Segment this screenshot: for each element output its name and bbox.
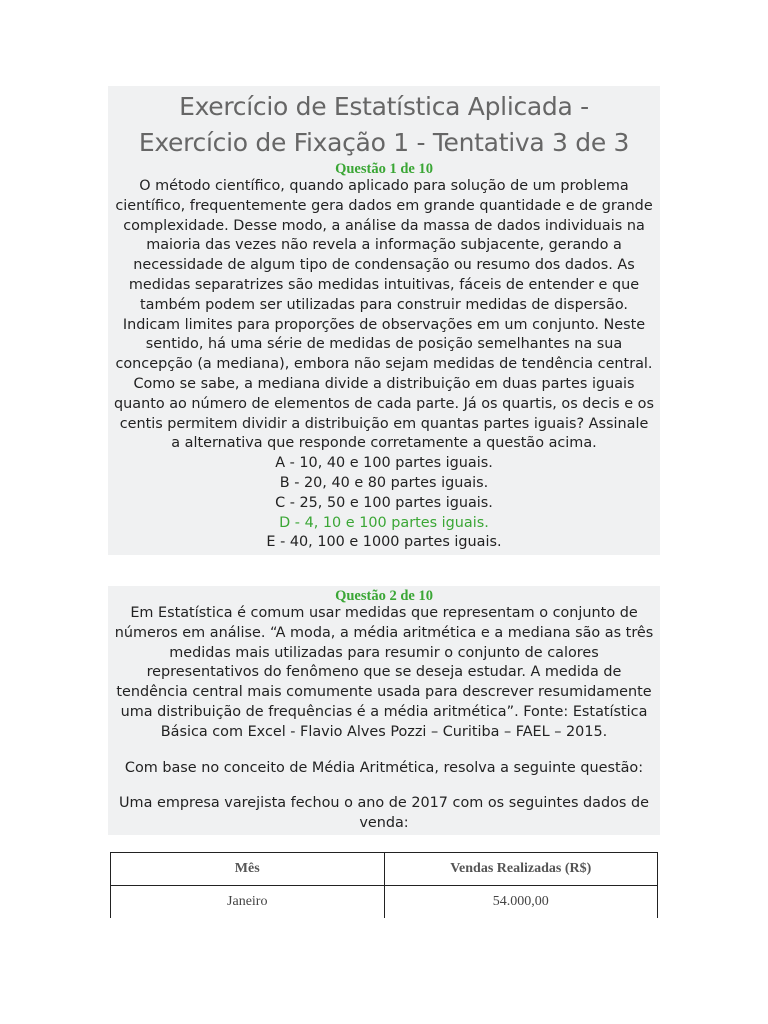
table-header-row <box>111 853 658 886</box>
option-d-correct: D - 4, 10 e 100 partes iguais. <box>279 514 489 531</box>
question-2-instruction: Com base no conceito de Média Aritmética, resolva a seguinte questão: <box>124 759 644 776</box>
option-a: A - 10, 40 e 100 partes iguais. <box>275 455 493 472</box>
question-2-text: Em Estatística é comum usar medidas que representam o conjunto de números em análise. “A moda, a média aritmética e a mediana são as três medidas mais utilizadas para resumir o conjunto de calores representativos do fenômeno que se deseja estudar. A medida de tendência central mais comumente usada para descrever resumidamente uma distribuição de frequências é a média aritmética”. Fonte: Estatística Básica com Excel - Flavio Alves Pozzi – Curitiba – FAEL – 2015. <box>114 605 654 740</box>
title-line-1: Exercício de Estatística Aplicada - <box>179 92 589 121</box>
option-b: B - 20, 40 e 80 partes iguais. <box>279 474 489 491</box>
option-e: E - 40, 100 e 1000 partes iguais. <box>266 534 502 551</box>
title-line-2: Exercício de Fixação 1 - Tentativa 3 de 3 <box>138 128 630 157</box>
question-1-text: O método científico, quando aplicado para solução de um problema científico, frequentemente gera dados em grande quantidade e de grande complexidade. Desse modo, a análise da massa de dados individuais na maioria das vezes não revela a informação subjacente, gerando a necessidade de algum tipo de condensação ou resumo dos dados. As medidas separatrizes são medidas intuitivas, fáceis de entender e que também podem ser utilizadas para construir medidas de dispersão. Indicam limites para proporções de observações em um conjunto. Neste sentido, há uma série de medidas de posição semelhantes na sua concepção (a mediana), embora não sejam medidas de tendência central. Como se sabe, a mediana divide a distribuição em duas partes iguais quanto ao número de elementos de cada parte. Já os quartis, os decis e os centis permitem dividir a distribuição em quantas partes iguais? Assinale a alternativa que responde corretamente a questão acima. <box>114 178 654 452</box>
question-2-card <box>108 586 660 835</box>
question-2-label: Questão 2 de 10 <box>335 588 433 604</box>
page-title <box>108 86 660 161</box>
question-1-label: Questão 1 de 10 <box>335 161 433 177</box>
cell-month: Janeiro <box>111 886 385 919</box>
cell-sales: 54.000,00 <box>384 886 658 919</box>
header-sales: Vendas Realizadas (R$) <box>384 853 658 886</box>
option-c: C - 25, 50 e 100 partes iguais. <box>275 494 493 511</box>
sales-table <box>110 852 658 918</box>
table-row <box>111 886 658 919</box>
question-1-card <box>108 86 660 555</box>
header-month: Mês <box>111 853 385 886</box>
question-2-data-intro: Uma empresa varejista fechou o ano de 2017 com os seguintes dados de venda: <box>119 795 649 832</box>
